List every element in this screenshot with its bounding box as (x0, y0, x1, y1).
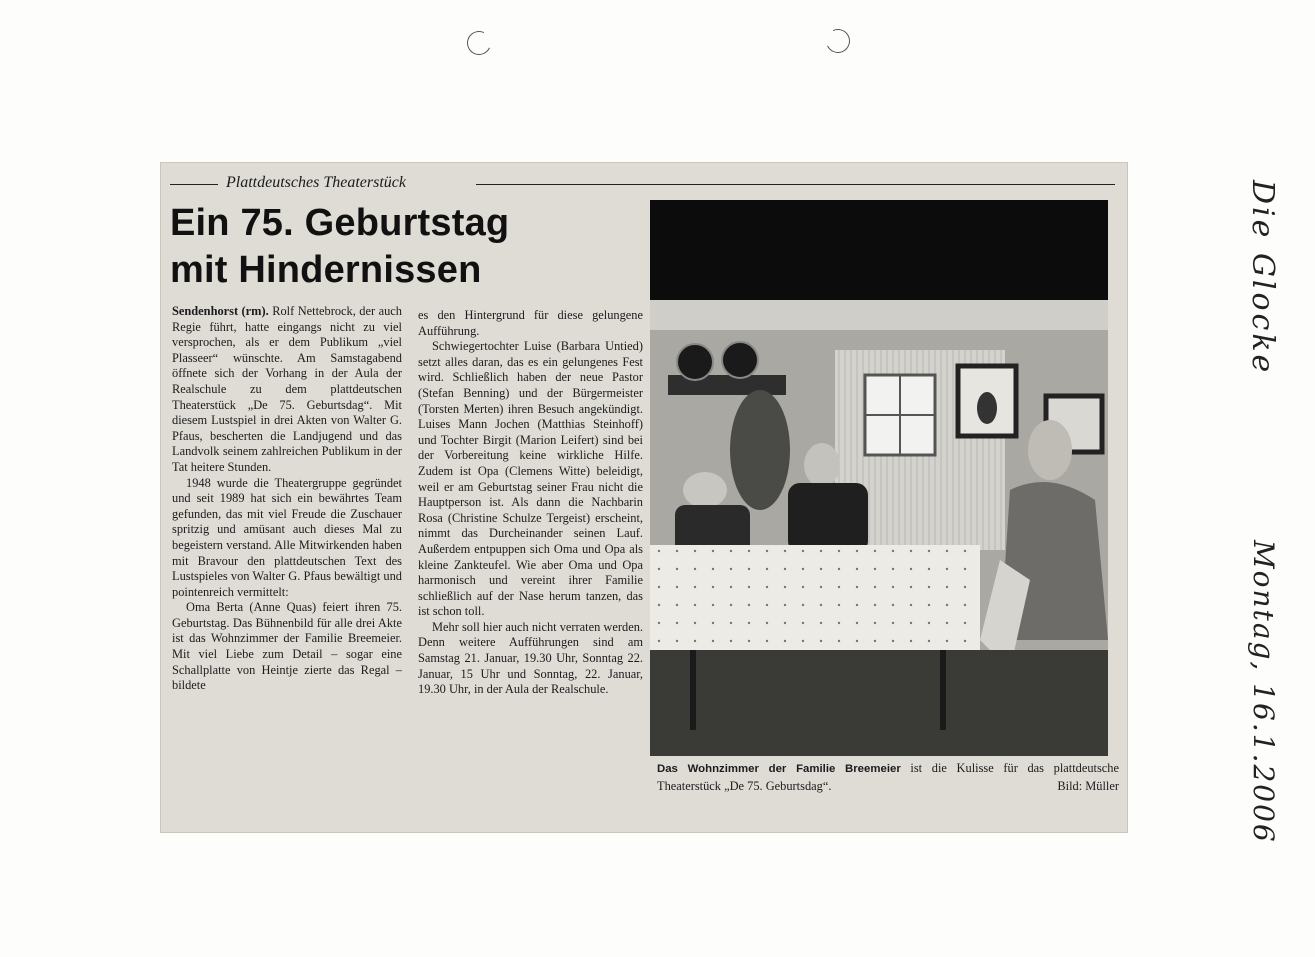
headline (170, 200, 640, 294)
headline-line-2: mit Hindernissen (170, 249, 482, 291)
headline-line-1: Ein 75. Geburtstag (170, 202, 510, 244)
stage-photo (650, 200, 1108, 756)
article-paragraph: 1948 wurde die Theatergruppe gegründet und seit 1989 hat sich ein bewährtes Team gefunden, das mit viel Freude die Zuschauer spritzig und amüsant auch dieses Mal zu begeistern verstand. Alle Mitwirkenden haben mit Bravour den plattdeutschen Text des Lustspieles von Walter G. Pfaus bewältigt und pointenreich vermittelt: (172, 475, 402, 599)
photo-credit: Bild: Müller (1057, 779, 1119, 793)
kicker: Plattdeutsches Theaterstück (226, 174, 406, 191)
handwritten-source: Die Glocke (1245, 180, 1280, 376)
article-paragraph: Mehr soll hier auch nicht verraten werden. Denn weitere Aufführungen sind am Samstag 21. Januar, 19.30 Uhr, Sonntag 22. Januar, 15 Uhr und Sonntag, 22. Januar, 19.30 Uhr, in der Aula der Realschule. (418, 619, 643, 697)
article-paragraph: Schwiegertochter Luise (Barbara Untied) setzt alles daran, das es ein gelungenes Fest wird. Schließlich haben der neue Pastor (Stefan Benning) und der Bürgermeister (Torsten Merten) ihren Besuch angekündigt. Luises Mann Jochen (Matthias Steinhoff) und Tochter Birgit (Marion Leifert) sind bei der Vorbereitung keine wirkliche Hilfe. Zudem ist Opa (Clemens Witte) beleidigt, weil er am Geburtstag seiner Frau nicht die Hauptperson ist. Als dann die Nachbarin Rosa (Christine Schulze Tergeist) erscheint, nimmt das Durcheinander seinen Lauf. Außerdem entpuppen sich Oma und Opa als kleine Zankteufel. Wie aber Oma und Opa harmonisch und vereint ihrer Familie schließlich auf der Nase herum tanzen, das ist schon toll. (418, 339, 643, 619)
caption-text: ist die Kulisse für das plattdeutsche Theaterstück „De 75. Geburtsdag“. (657, 761, 1120, 793)
punch-hole-right (823, 26, 854, 57)
photo-caption (657, 760, 1119, 795)
kicker-row (170, 174, 1115, 194)
handwritten-date: Montag, 16.1.2006 (1247, 540, 1280, 844)
dateline: Sendenhorst (rm). (172, 304, 269, 318)
kicker-rule-left (170, 184, 218, 185)
caption-bold: Das Wohnzimmer der Familie Breemeier (657, 763, 901, 775)
article-column-2 (418, 308, 643, 698)
paragraph-text: Rolf Nettebrock, der auch Regie führt, hatte eingangs nicht zu viel versprochen, als er dem Publikum „viel Plasseer“ wünschte. Am Samstagabend öffnete sich der Vorhang in der Aula der Realschule zu dem plattdeutschen Theaterstück „De 75. Geburtsdag“. Mit diesem Lustspiel in drei Akten von Walter G. Pfaus, bescherten die Landjugend und das Landvolk seinem zahlreichen Publikum in der Tat heitere Stunden. (172, 304, 402, 474)
article-paragraph (172, 304, 402, 476)
article-column-1 (172, 304, 402, 694)
article-paragraph: es den Hintergrund für diese gelungene Aufführung. (418, 308, 643, 338)
newspaper-clipping (160, 162, 1128, 833)
stage-photo-image (650, 200, 1108, 756)
article-paragraph: Oma Berta (Anne Quas) feiert ihren 75. Geburtstag. Das Bühnenbild für alle drei Akte ist das Wohnzimmer der Familie Breemeier. Mit viel Liebe zum Detail – sogar eine Schallplatte von Heintje zierte das Regal – bildete (172, 600, 402, 693)
kicker-rule-right (476, 184, 1115, 185)
punch-hole-left (464, 28, 495, 59)
